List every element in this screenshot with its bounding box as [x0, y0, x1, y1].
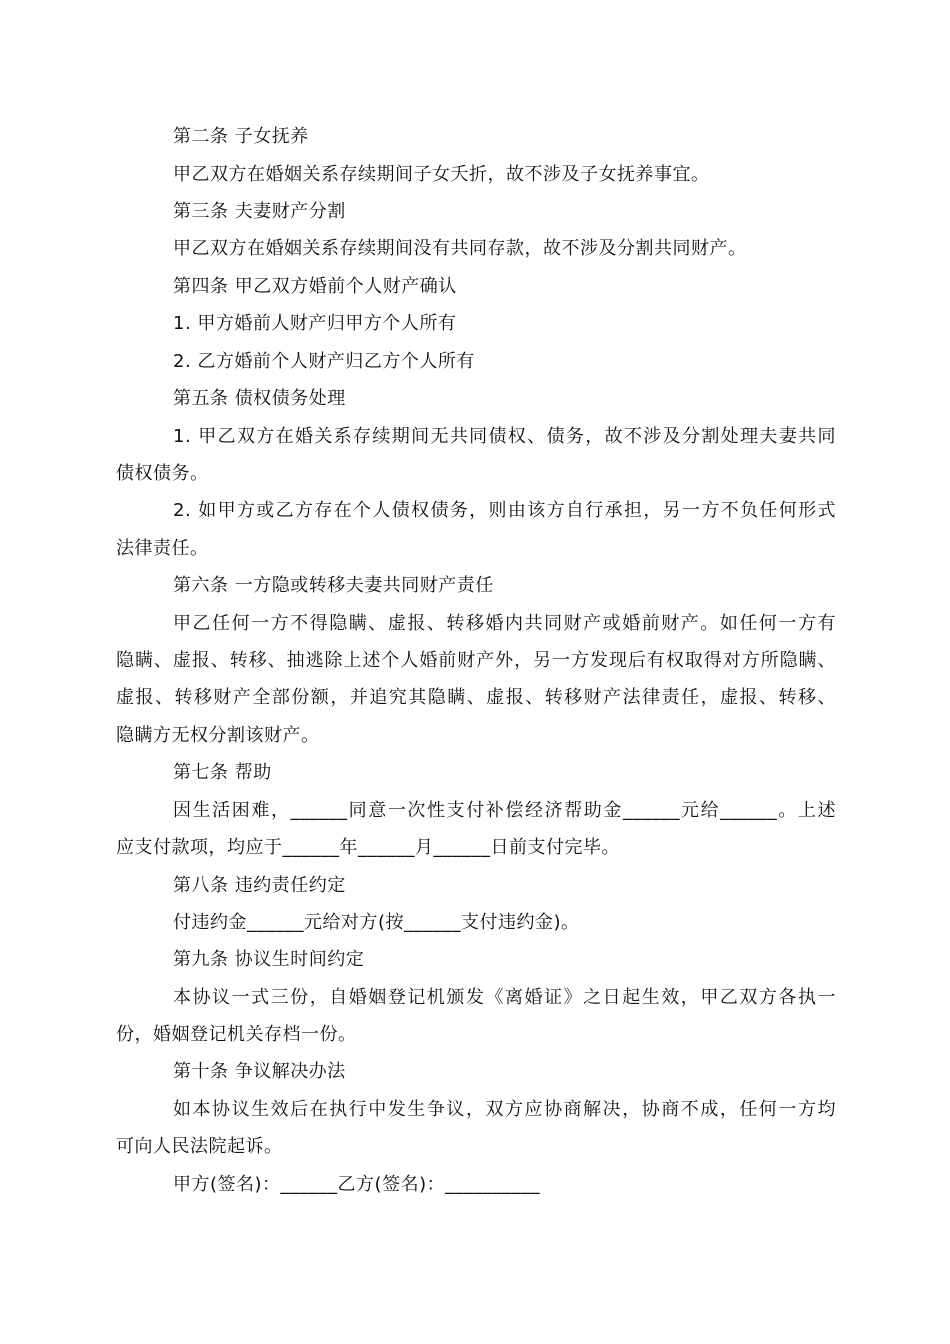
- article-4-item-2: 2. 乙方婚前个人财产归乙方个人所有: [173, 351, 475, 372]
- article-4-item-1: 1. 甲方婚前人财产归甲方个人所有: [173, 313, 457, 334]
- article-5-item-2-line-2: 法律责任。: [116, 538, 209, 559]
- article-2-text: 甲乙双方在婚姻关系存续期间子女夭折，故不涉及子女抚养事宜。: [173, 164, 710, 185]
- article-7-line-2: 应支付款项，均应于______年______月______日前支付完毕。: [116, 837, 620, 858]
- article-8-line-1: 付违约金______元给对方(按______支付违约金)。: [173, 912, 580, 933]
- article-4-title: 第四条 甲乙双方婚前个人财产确认: [173, 276, 457, 297]
- article-3-title: 第三条 夫妻财产分割: [173, 201, 346, 222]
- article-10-title: 第十条 争议解决办法: [173, 1061, 346, 1082]
- article-8-title: 第八条 违约责任约定: [173, 875, 346, 896]
- article-6-line-1: 甲乙任何一方不得隐瞒、虚报、转移婚内共同财产或婚前财产。如任何一方有: [173, 613, 836, 634]
- article-7-title: 第七条 帮助: [173, 762, 272, 783]
- article-9-line-1: 本协议一式三份，自婚姻登记机颁发《离婚证》之日起生效，甲乙双方各执一: [173, 987, 836, 1008]
- article-5-item-1-line-1: 1. 甲乙双方在婚关系存续期间无共同债权、债务，故不涉及分割处理夫妻共同: [173, 426, 836, 447]
- article-10-line-1: 如本协议生效后在执行中发生争议，双方应协商解决，协商不成，任何一方均: [173, 1099, 836, 1120]
- signature-line: 甲方(签名)：______乙方(签名)：__________: [173, 1174, 541, 1195]
- article-2-title: 第二条 子女抚养: [173, 126, 309, 147]
- article-6-line-4: 隐瞒方无权分割该财产。: [116, 725, 320, 746]
- article-5-item-1-line-2: 债权债务。: [116, 463, 209, 484]
- article-5-item-2-line-1: 2. 如甲方或乙方存在个人债权债务，则由该方自行承担，另一方不负任何形式: [173, 500, 836, 521]
- article-3-text: 甲乙双方在婚姻关系存续期间没有共同存款，故不涉及分割共同财产。: [173, 238, 747, 259]
- article-9-title: 第九条 协议生时间约定: [173, 949, 365, 970]
- article-6-title: 第六条 一方隐或转移夫妻共同财产责任: [173, 575, 494, 596]
- article-6-line-2: 隐瞒、虚报、转移、抽逃除上述个人婚前财产外，另一方发现后有权取得对方所隐瞒、: [116, 650, 836, 671]
- article-5-title: 第五条 债权债务处理: [173, 388, 346, 409]
- article-7-line-1: 因生活困难，______同意一次性支付补偿经济帮助金______元给______。上述: [173, 800, 836, 821]
- article-6-line-3: 虚报、转移财产全部份额，并追究其隐瞒、虚报、转移财产法律责任，虚报、转移、: [116, 687, 836, 708]
- article-10-line-2: 可向人民法院起诉。: [116, 1136, 283, 1157]
- article-9-line-2: 份，婚姻登记机关存档一份。: [116, 1024, 357, 1045]
